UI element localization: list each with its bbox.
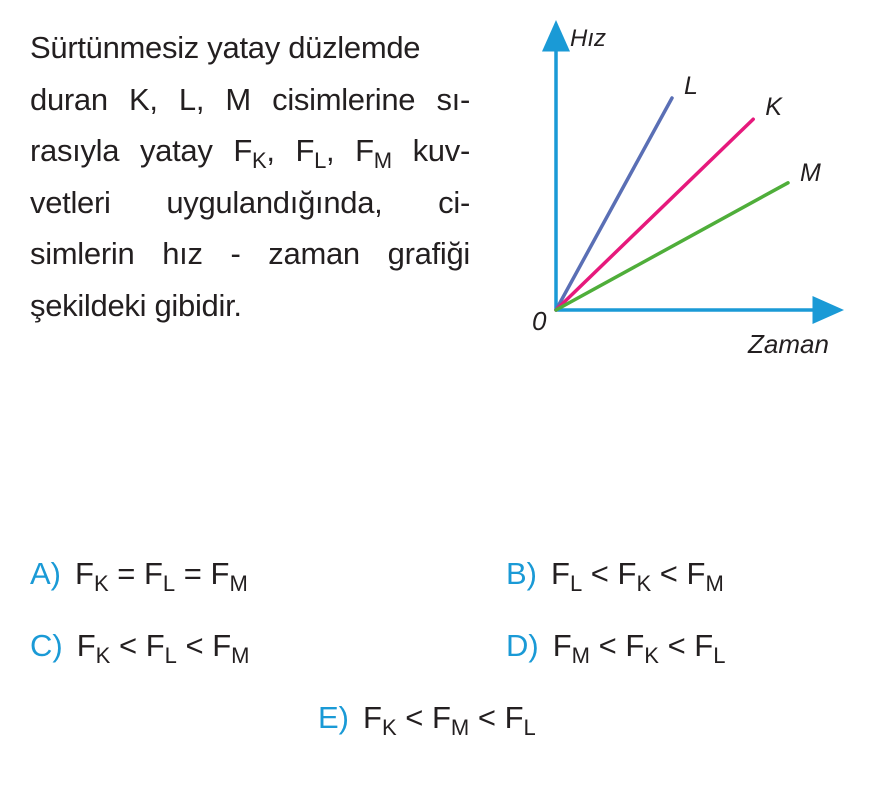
choice-c-expression: $F_K < F_L < F_M$ [76, 628, 250, 668]
y-axis-label: Hız [570, 25, 606, 52]
choice-a-letter: A) [30, 556, 61, 591]
line-label-m: M [800, 158, 821, 187]
choice-a-expression: $F_K = F_L = F_M$ [75, 556, 248, 596]
choice-b-letter: B) [506, 556, 537, 591]
origin-label: 0 [532, 306, 547, 336]
choice-c[interactable] [30, 628, 250, 668]
question-stem [30, 22, 470, 331]
line-label-k: K [765, 93, 782, 122]
choice-d-letter: D) [506, 628, 539, 663]
choice-b[interactable] [506, 556, 724, 596]
line-k [556, 119, 753, 310]
choice-a[interactable] [30, 556, 248, 596]
x-axis-label: Zaman [748, 329, 829, 359]
stem-line-2: duran K, L, M cisimlerine sı- [30, 81, 470, 117]
line-label-l: L [684, 72, 698, 100]
velocity-time-graph [520, 20, 860, 370]
choice-e[interactable] [318, 700, 536, 740]
stem-line-6: şekildeki gibidir. [30, 287, 242, 323]
choice-d-expression: $F_M < F_K < F_L$ [552, 628, 726, 668]
stem-line-1: Sürtünmesiz yatay düzlemde [30, 30, 421, 65]
stem-line-4: vetleri uygulandığında, ci- [30, 184, 470, 220]
choice-b-expression: $F_L < F_K < F_M$ [551, 556, 724, 596]
choice-e-letter: E) [318, 700, 349, 735]
stem-line-3: rasıyla yatay $F_K$, $F_L$, $F_M$ kuv- [30, 133, 470, 173]
choice-d[interactable] [506, 628, 726, 668]
choice-e-expression: $F_K < F_M < F_L$ [363, 700, 536, 740]
series-group [556, 72, 821, 310]
choice-c-letter: C) [30, 628, 63, 663]
stem-line-5: simlerin hız - zaman grafiği [30, 236, 470, 271]
